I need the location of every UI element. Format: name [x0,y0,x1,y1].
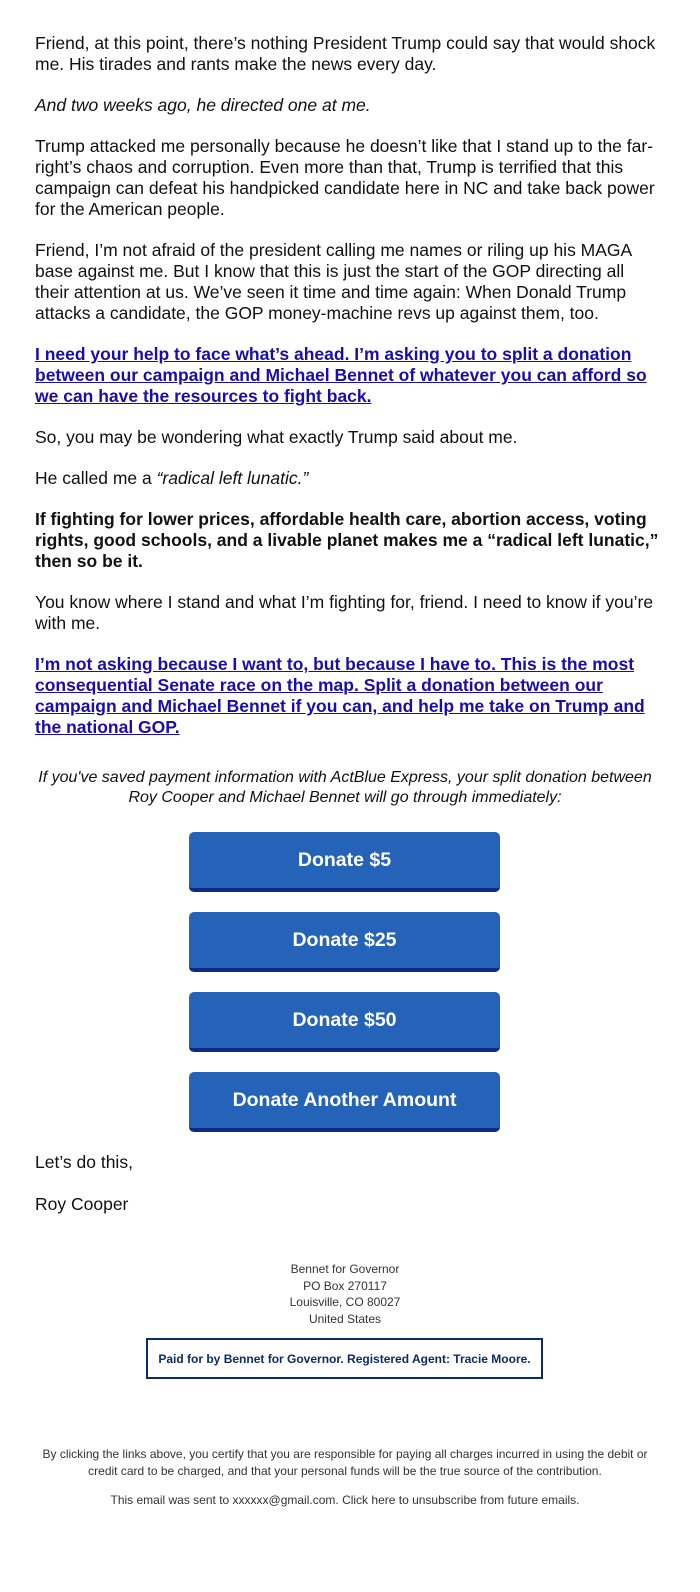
address-org: Bennet for Governor [290,1262,400,1276]
paragraph-attack: Trump attacked me personally because he doesn’t like that I stand up to the far-right’s chaos and corruption. Even more than that, Trump is terrified that this campaign can defeat his handpicked candidate here in NC and take back power for the American people. [35,136,655,219]
paragraph-called-me [35,468,660,489]
donate-5-button[interactable]: Donate $5 [189,832,500,892]
unsubscribe-link[interactable]: Click here to unsubscribe from future emails. [342,1493,580,1507]
donate-25-button[interactable]: Donate $25 [189,912,500,972]
footer-sent-to [0,1493,690,1507]
footer-disclaimer: By clicking the links above, you certify that you are responsible for paying all charges incurred in using the debit or credit card to be charged, and that your personal funds will be the true source of the contribution. [42,1447,648,1478]
footer-address [0,1261,690,1327]
actblue-express-note: If you've saved payment information with ActBlue Express, your split donation between Roy Cooper and Michael Bennet will go through immediately: [38,769,652,806]
paid-for-box: Paid for by Bennet for Governor. Registered Agent: Tracie Moore. [146,1338,543,1379]
called-me-quote: “radical left lunatic.” [156,468,309,488]
donate-link-help[interactable]: I need your help to face what’s ahead. I’m asking you to split a donation between our campaign and Michael Bennet of whatever you can afford so we can have the resources to fight back. [35,344,647,406]
paragraph-wondering: So, you may be wondering what exactly Trump said about me. [35,427,518,447]
sent-to-text: This email was sent to xxxxxx@gmail.com. [110,1493,343,1507]
paragraph-intro: Friend, at this point, there’s nothing President Trump could say that would shock me. His tirades and rants make the news every day. [35,33,656,74]
email-body [35,33,660,738]
address-po-box: PO Box 270117 [303,1278,387,1293]
paragraph-with-me: You know where I stand and what I’m fighting for, friend. I need to know if you’re with me. [35,592,654,633]
donate-other-amount-button[interactable]: Donate Another Amount [189,1072,500,1132]
paragraph-so-be-it: If fighting for lower prices, affordable health care, abortion access, voting rights, good schools, and a livable planet makes me a “radical left lunatic,” then so be it. [35,509,659,571]
paragraph-link-split [35,654,660,738]
signoff-name: Roy Cooper [35,1194,129,1214]
paragraph-link-help [35,344,660,407]
address-city: Louisville, CO 80027 [289,1295,401,1309]
signoff-closing: Let’s do this, [35,1152,133,1172]
donate-50-button[interactable]: Donate $50 [189,992,500,1052]
called-me-prefix: He called me a [35,468,157,488]
address-country: United States [308,1311,382,1326]
donate-link-split[interactable]: I’m not asking because I want to, but because I have to. This is the most consequential Senate race on the map. Split a donation between our campaign and Michael Bennet if you can, and help me take on Trump and the national GOP. [35,654,645,737]
paragraph-two-weeks: And two weeks ago, he directed one at me. [35,95,371,115]
paragraph-not-afraid: Friend, I’m not afraid of the president calling me names or riling up his MAGA base against me. But I know that this is just the start of the GOP directing all their attention at us. We’ve seen it time and time again: When Donald Trump attacks a candidate, the GOP money-machine revs up against them, too. [35,240,632,323]
